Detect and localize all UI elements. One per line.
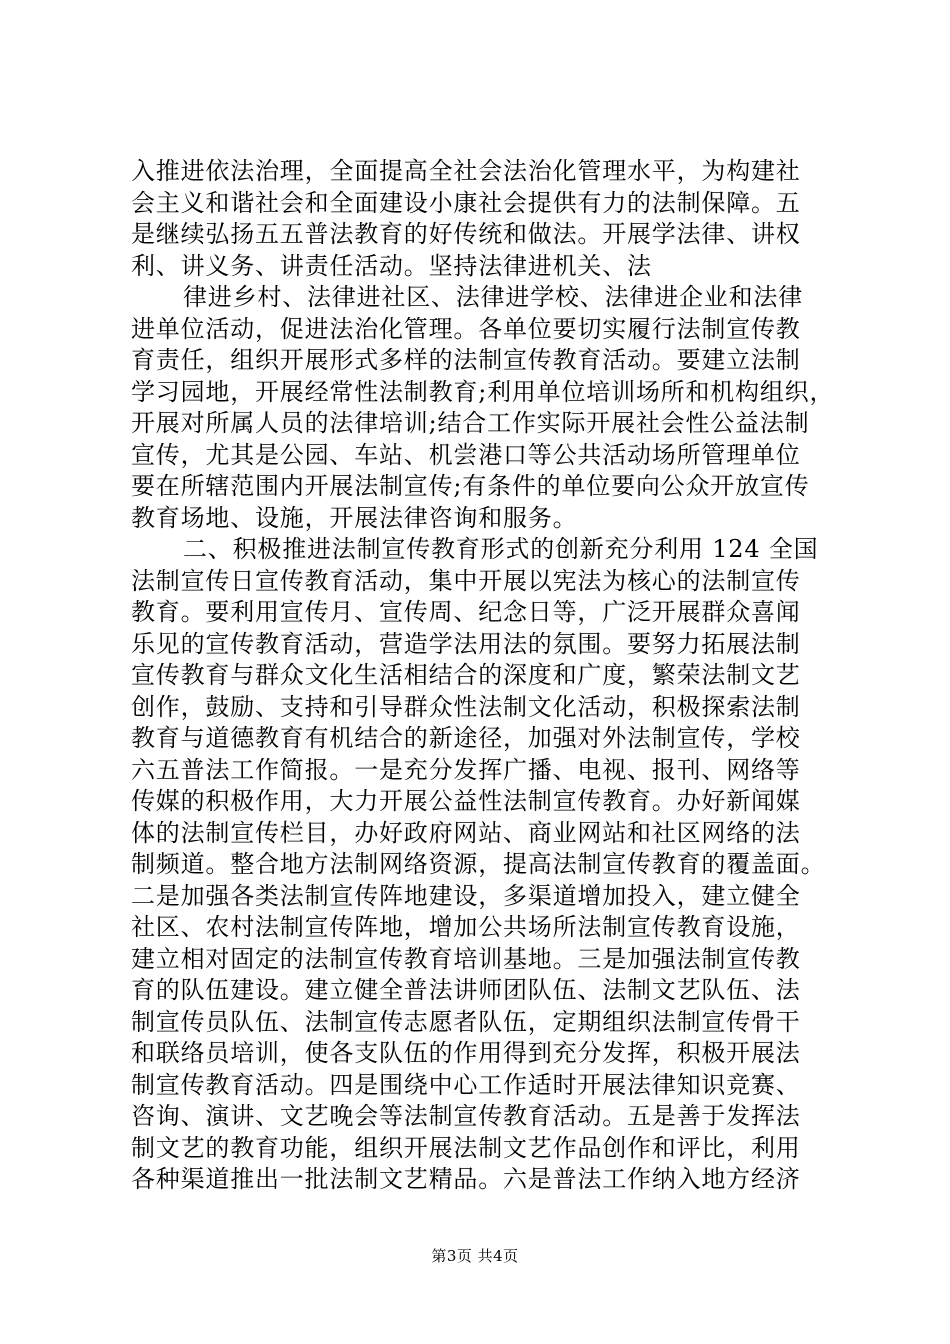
text-line: 宣传教育与群众文化生活相结合的深度和广度，繁荣法制文艺 xyxy=(131,661,801,689)
document-body xyxy=(131,156,835,1196)
text-line: 是继续弘扬五五普法教育的好传统和做法。开展学法律、讲权 xyxy=(131,220,801,248)
text-line: 体的法制宣传栏目，办好政府网站、商业网站和社区网络的法 xyxy=(131,818,801,847)
text-line: 教育与道德教育有机结合的新途径，加强对外法制宣传，学校 xyxy=(131,724,801,752)
text-line: 宣传，尤其是公园、车站、机尝港口等公共活动场所管理单位 xyxy=(131,440,801,469)
text-line: 社区、农村法制宣传阵地，增加公共场所法制宣传教育设施， xyxy=(131,913,801,941)
text-line: 二、积极推进法制宣传教育形式的创新充分利用 124 全国 xyxy=(183,535,819,563)
text-line: 各种渠道推出一批法制文艺精品。六是普法工作纳入地方经济 xyxy=(131,1165,801,1193)
text-line: 法制宣传日宣传教育活动，集中开展以宪法为核心的法制宣传 xyxy=(131,566,801,595)
text-line: 会主义和谐社会和全面建设小康社会提供有力的法制保障。五 xyxy=(131,188,801,217)
text-line: 创作，鼓励、支持和引导群众性法制文化活动，积极探索法制 xyxy=(131,692,801,721)
text-line: 教育。要利用宣传月、宣传周、纪念日等，广泛开展群众喜闻 xyxy=(131,598,801,626)
text-line: 育责任，组织开展形式多样的法制宣传教育活动。要建立法制 xyxy=(131,346,801,374)
text-line: 要在所辖范围内开展法制宣传;有条件的单位要向公众开放宣传 xyxy=(131,472,810,500)
text-line: 制宣传教育活动。四是围绕中心工作适时开展法律知识竞赛、 xyxy=(131,1070,801,1099)
text-line: 育的队伍建设。建立健全普法讲师团队伍、法制文艺队伍、法 xyxy=(131,976,801,1004)
text-line: 传媒的积极作用，大力开展公益性法制宣传教育。办好新闻媒 xyxy=(131,787,801,815)
text-line: 建立相对固定的法制宣传教育培训基地。三是加强法制宣传教 xyxy=(131,944,801,973)
text-line: 律进乡村、法律进社区、法律进学校、法律进企业和法律 xyxy=(183,283,803,311)
text-line: 二是加强各类法制宣传阵地建设，多渠道增加投入，建立健全 xyxy=(131,881,801,910)
page-number-footer: 第3页 共4页 xyxy=(431,1247,519,1265)
text-line: 六五普法工作简报。一是充分发挥广播、电视、报刊、网络等 xyxy=(131,755,801,784)
text-line: 进单位活动，促进法治化管理。各单位要切实履行法制宣传教 xyxy=(131,314,801,343)
text-line: 教育场地、设施，开展法律咨询和服务。 xyxy=(131,503,578,532)
text-line: 利、讲义务、讲责任活动。坚持法律进机关、法 xyxy=(131,251,652,280)
text-line: 制文艺的教育功能，组织开展法制文艺作品创作和评比，利用 xyxy=(131,1133,801,1162)
text-line: 制宣传员队伍、法制宣传志愿者队伍，定期组织法制宣传骨干 xyxy=(131,1007,801,1036)
text-line: 制频道。整合地方法制网络资源，提高法制宣传教育的覆盖面。 xyxy=(131,850,826,878)
text-line: 乐见的宣传教育活动，营造学法用法的氛围。要努力拓展法制 xyxy=(131,629,801,658)
text-line: 开展对所属人员的法律培训;结合工作实际开展社会性公益法制 xyxy=(131,409,810,437)
text-line: 咨询、演讲、文艺晚会等法制宣传教育活动。五是善于发挥法 xyxy=(131,1102,801,1130)
text-line: 和联络员培训，使各支队伍的作用得到充分发挥，积极开展法 xyxy=(131,1039,801,1067)
text-line: 入推进依法治理，全面提高全社会法治化管理水平，为构建社 xyxy=(131,157,801,185)
text-line: 学习园地，开展经常性法制教育;利用单位培训场所和机构组织， xyxy=(131,377,835,406)
